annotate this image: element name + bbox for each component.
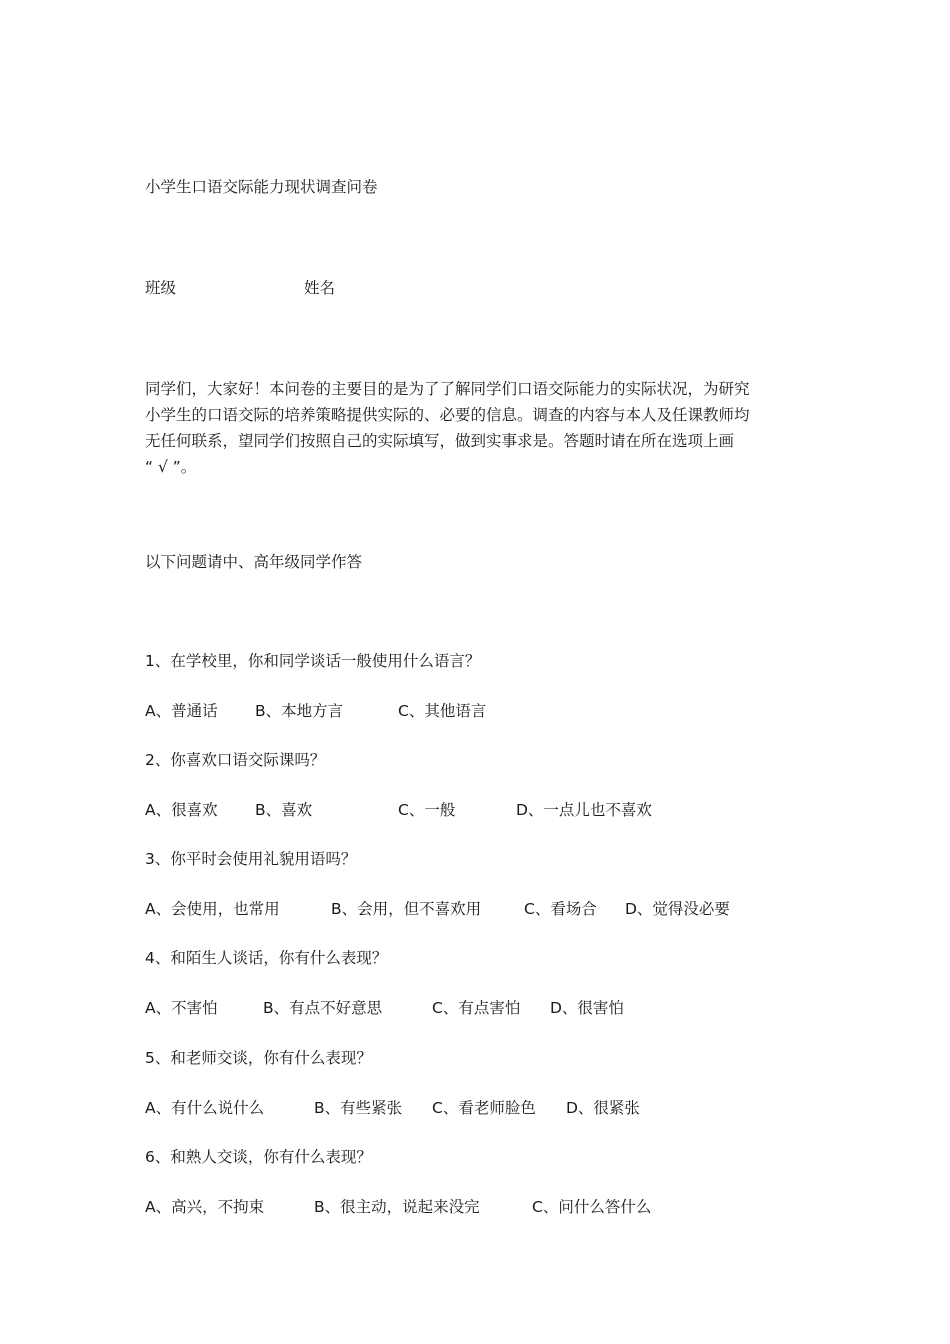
intro-line: “ √ ”。 <box>145 458 197 476</box>
question-1: 1、在学校里，你和同学谈话一般使用什么语言？ <box>145 652 481 670</box>
question-2: 2、你喜欢口语交际课吗？ <box>145 751 326 769</box>
q6-option-a: A、高兴，不拘束 <box>145 1198 265 1216</box>
q5-option-b: B、有些紧张 <box>314 1099 403 1117</box>
q3-option-b: B、会用，但不喜欢用 <box>331 900 482 918</box>
q5-option-d: D、很紧张 <box>566 1099 640 1117</box>
q6-option-c: C、问什么答什么 <box>532 1198 652 1216</box>
q6-option-b: B、很主动，说起来没完 <box>314 1198 480 1216</box>
q1-option-c: C、其他语言 <box>398 702 487 720</box>
q3-option-d: D、觉得没必要 <box>625 900 730 918</box>
class-field-label: 班级 <box>145 279 177 297</box>
q5-option-c: C、看老师脸色 <box>432 1099 536 1117</box>
q2-option-a: A、很喜欢 <box>145 801 218 819</box>
q3-option-c: C、看场合 <box>524 900 597 918</box>
q2-option-d: D、一点儿也不喜欢 <box>516 801 652 819</box>
q1-option-b: B、本地方言 <box>255 702 344 720</box>
intro-paragraph <box>145 376 815 480</box>
q4-option-a: A、不害怕 <box>145 999 218 1017</box>
q1-option-a: A、普通话 <box>145 702 218 720</box>
question-4: 4、和陌生人谈话，你有什么表现？ <box>145 949 388 967</box>
question-5: 5、和老师交谈，你有什么表现？ <box>145 1049 372 1067</box>
q4-option-d: D、很害怕 <box>550 999 624 1017</box>
q2-option-c: C、一般 <box>398 801 456 819</box>
intro-line: 小学生的口语交际的培养策略提供实际的、必要的信息。调查的内容与本人及任课教师均 <box>145 406 750 424</box>
intro-line: 无任何联系，望同学们按照自己的实际填写，做到实事求是。答题时请在所在选项上画 <box>145 432 735 450</box>
q2-option-b: B、喜欢 <box>255 801 313 819</box>
q5-option-a: A、有什么说什么 <box>145 1099 265 1117</box>
section-note: 以下问题请中、高年级同学作答 <box>145 553 363 571</box>
q3-option-a: A、会使用，也常用 <box>145 900 280 918</box>
page-title: 小学生口语交际能力现状调查问卷 <box>145 178 378 196</box>
name-field-label: 姓名 <box>304 279 336 297</box>
q4-option-b: B、有点不好意思 <box>263 999 383 1017</box>
question-6: 6、和熟人交谈，你有什么表现？ <box>145 1148 372 1166</box>
intro-line: 同学们，大家好！本问卷的主要目的是为了了解同学们口语交际能力的实际状况，为研究 <box>145 380 750 398</box>
question-3: 3、你平时会使用礼貌用语吗？ <box>145 850 357 868</box>
q4-option-c: C、有点害怕 <box>432 999 521 1017</box>
